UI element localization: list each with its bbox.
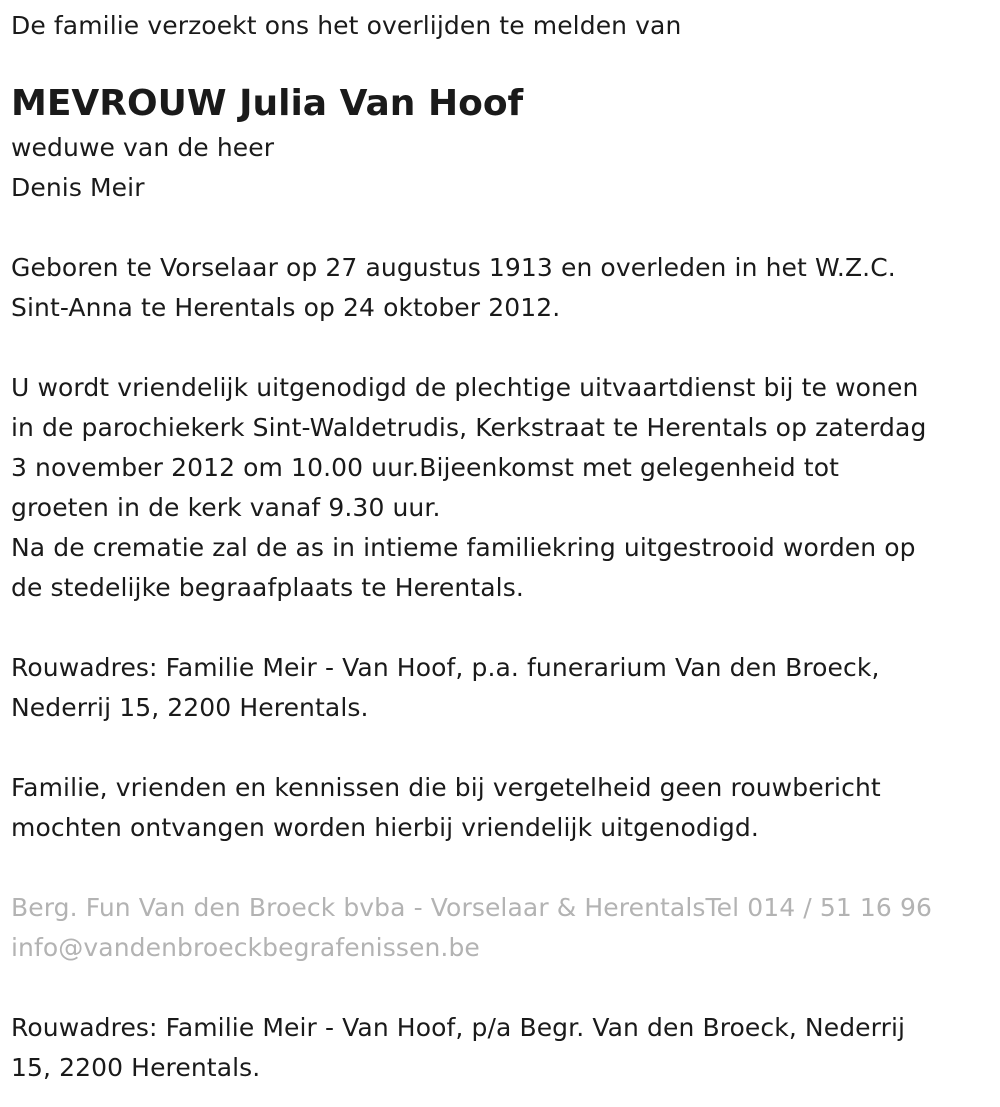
spacer <box>11 968 1000 1008</box>
intro-text: De familie verzoekt ons het overlijden te melden van <box>11 11 682 40</box>
spacer <box>11 328 1000 368</box>
spacer <box>11 728 1000 768</box>
undertaker-email: info@vandenbroeckbegrafenissen.be <box>11 933 480 962</box>
undertaker-line: Berg. Fun Van den Broeck bvba - Vorselaar & HerentalsTel 014 / 51 16 96 <box>11 893 932 922</box>
service-line-2: in de parochiekerk Sint-Waldetrudis, Kerkstraat te Herentals op zaterdag <box>11 413 927 442</box>
second-address-line-1: Rouwadres: Familie Meir - Van Hoof, p/a Begr. Van den Broeck, Nederrij <box>11 1013 906 1042</box>
birth-death-line-2: Sint-Anna te Herentals op 24 oktober 2012. <box>11 293 561 322</box>
spacer <box>11 46 1000 80</box>
service-line-3: 3 november 2012 om 10.00 uur.Bijeenkomst met gelegenheid tot <box>11 453 839 482</box>
service-line-1: U wordt vriendelijk uitgenodigd de plechtige uitvaartdienst bij te wonen <box>11 373 919 402</box>
birth-death-line-1: Geboren te Vorselaar op 27 augustus 1913 en overleden in het W.Z.C. <box>11 253 896 282</box>
invitation-line-1: Familie, vrienden en kennissen die bij vergetelheid geen rouwbericht <box>11 773 881 802</box>
spacer <box>11 208 1000 248</box>
address-line-1: Rouwadres: Familie Meir - Van Hoof, p.a. funerarium Van den Broeck, <box>11 653 880 682</box>
service-line-4: groeten in de kerk vanaf 9.30 uur. <box>11 493 441 522</box>
service-line-6: de stedelijke begraafplaats te Herentals. <box>11 573 524 602</box>
spacer <box>11 608 1000 648</box>
spouse-line-1: weduwe van de heer <box>11 133 275 162</box>
deceased-name: MEVROUW Julia Van Hoof <box>11 83 524 124</box>
address-line-2: Nederrij 15, 2200 Herentals. <box>11 693 369 722</box>
service-line-5: Na de crematie zal de as in intieme familiekring uitgestrooid worden op <box>11 533 916 562</box>
spacer <box>11 848 1000 888</box>
spouse-line-2: Denis Meir <box>11 173 145 202</box>
second-address-line-2: 15, 2200 Herentals. <box>11 1053 261 1082</box>
invitation-line-2: mochten ontvangen worden hierbij vriendelijk uitgenodigd. <box>11 813 759 842</box>
